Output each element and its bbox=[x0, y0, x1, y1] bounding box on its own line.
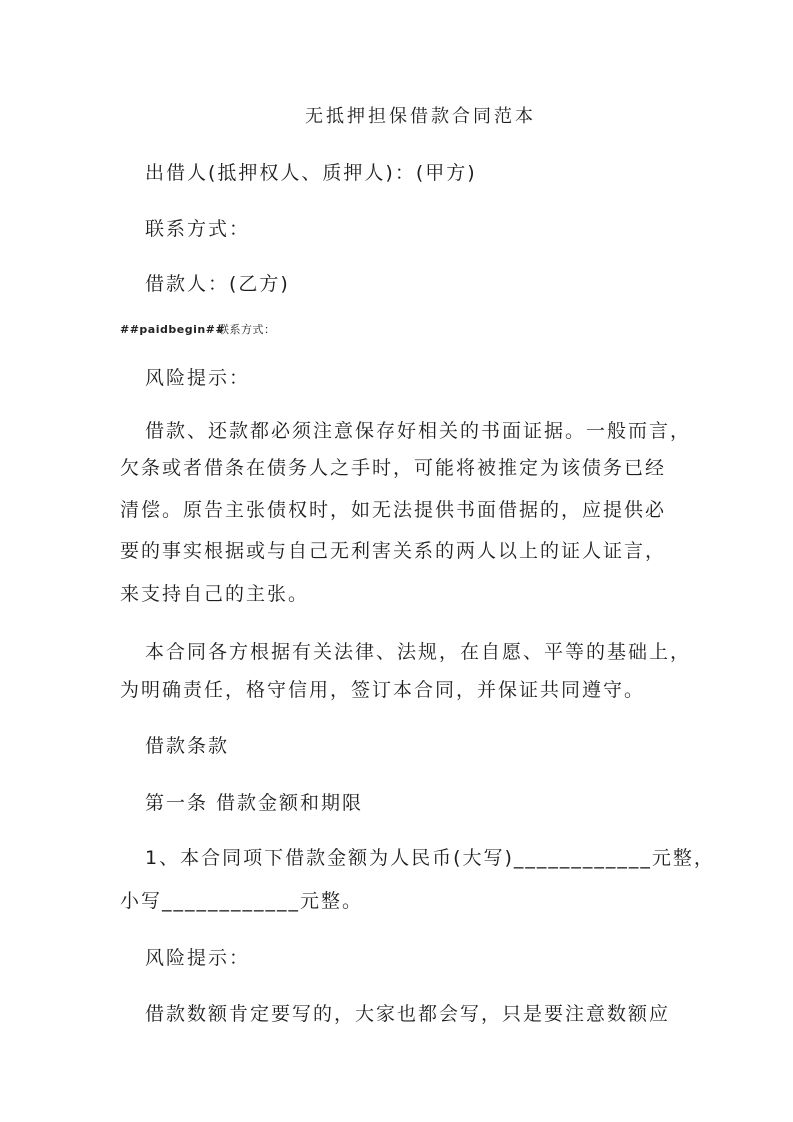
paragraph-line: 本合同各方根据有关法律、法规，在自愿、平等的基础上， bbox=[145, 641, 692, 663]
risk-note-heading: 风险提示： bbox=[145, 947, 251, 969]
article-heading: 第一条 借款金额和期限 bbox=[145, 792, 364, 814]
risk-note-heading: 风险提示： bbox=[145, 367, 251, 389]
paragraph-line: 欠条或者借条在债务人之手时，可能将被推定为该债务已经 bbox=[120, 457, 667, 479]
borrower-contact-line: 联系方式： bbox=[218, 323, 276, 336]
lender-line: 出借人(抵押权人、质押人)：(甲方) bbox=[145, 162, 477, 184]
paragraph-line: 小写____________元整。 bbox=[120, 890, 364, 912]
lender-contact-line: 联系方式： bbox=[145, 218, 251, 240]
section-heading: 借款条款 bbox=[145, 735, 230, 757]
paragraph-line: 为明确责任，格守信用，签订本合同，并保证共同遵守。 bbox=[120, 679, 646, 701]
paragraph-line: 来支持自己的主张。 bbox=[120, 583, 310, 605]
paragraph-line: 1、本合同项下借款金额为人民币(大写)____________元整， bbox=[145, 847, 715, 869]
borrower-line: 借款人：(乙方) bbox=[145, 273, 290, 295]
document-title: 无抵押担保借款合同范本 bbox=[305, 106, 536, 127]
paragraph-line: 清偿。原告主张债权时，如无法提供书面借据的，应提供必 bbox=[120, 499, 667, 521]
paragraph-line: 借款、还款都必须注意保存好相关的书面证据。一般而言， bbox=[145, 420, 692, 442]
paid-begin-marker: ##paidbegin## bbox=[120, 323, 226, 336]
paragraph-line: 要的事实根据或与自己无利害关系的两人以上的证人证言， bbox=[120, 540, 667, 562]
paragraph-line: 借款数额肯定要写的，大家也都会写，只是要注意数额应 bbox=[145, 1003, 671, 1025]
